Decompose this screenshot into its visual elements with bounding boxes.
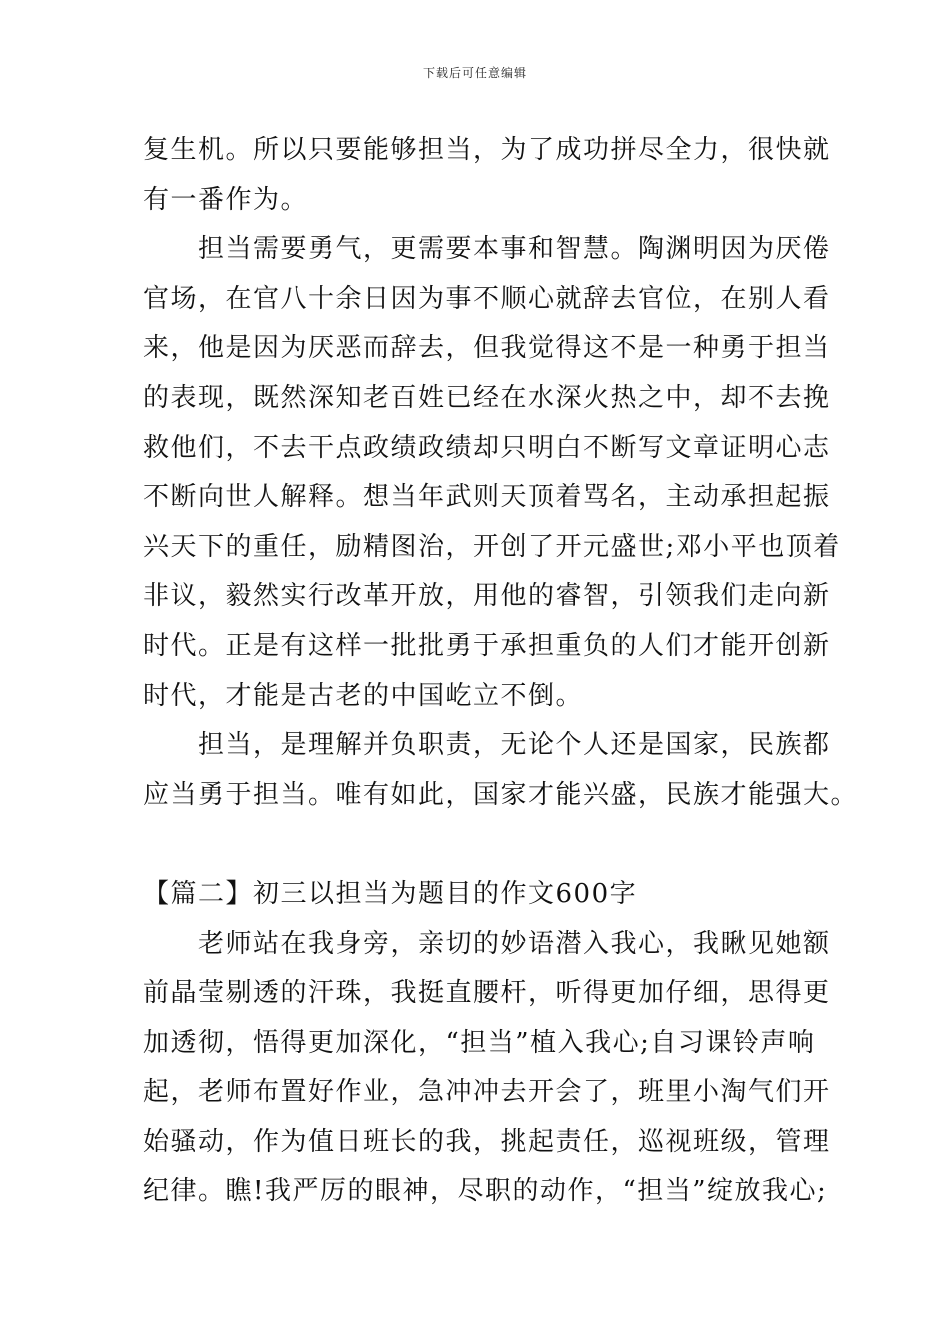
document-body (143, 126, 859, 1217)
text-line: 非议，毅然实行改革开放，用他的睿智，引领我们走向新 (143, 581, 831, 612)
text-line: 官场，在官八十余日因为事不顺心就辞去官位，在别人看 (143, 283, 831, 314)
text-line: 救他们，不去干点政绩政绩却只明白不断写文章证明心志 (143, 432, 831, 463)
text-line: 不断向世人解释。想当年武则天顶着骂名，主动承担起振 (143, 482, 831, 513)
text-line: 复生机。所以只要能够担当，为了成功拼尽全力，很快就 (143, 135, 831, 165)
text-line: 有一番作为。 (143, 184, 309, 215)
section-heading: 【篇二】初三以担当为题目的作文600字 (143, 878, 638, 909)
text-line: 来，他是因为厌恶而辞去，但我觉得这不是一种勇于担当 (143, 333, 831, 364)
paragraph-start-line: 老师站在我身旁，亲切的妙语潜入我心，我瞅见她额 (198, 928, 831, 959)
page-header: 下载后可任意编辑 (422, 66, 527, 80)
paragraph-start-line: 担当，是理解并负职责，无论个人还是国家，民族都 (198, 730, 831, 761)
text-line: 兴天下的重任，励精图治，开创了开元盛世;邓小平也顶着 (143, 531, 841, 562)
text-line: 始骚动，作为值日班长的我，挑起责任，巡视班级，管理 (143, 1126, 831, 1157)
text-line: 时代。正是有这样一批批勇于承担重负的人们才能开创新 (143, 630, 831, 661)
text-line: 纪律。瞧!我严厉的眼神，尽职的动作，“担当”绽放我心; (143, 1176, 828, 1207)
text-line: 前晶莹剔透的汗珠，我挺直腰杆，听得更加仔细，思得更 (143, 978, 831, 1009)
text-line: 起，老师布置好作业，急冲冲去开会了，班里小淘气们开 (143, 1077, 831, 1108)
paragraph-start-line: 担当需要勇气，更需要本事和智慧。陶渊明因为厌倦 (198, 234, 831, 265)
text-line: 时代，才能是古老的中国屹立不倒。 (143, 680, 584, 711)
section-spacer (143, 820, 823, 870)
text-line: 加透彻，悟得更加深化，“担当”植入我心;自习课铃声响 (143, 1027, 816, 1058)
text-line: 的表现，既然深知老百姓已经在水深火热之中，却不去挽 (143, 382, 831, 413)
text-line: 应当勇于担当。唯有如此，国家才能兴盛，民族才能强大。 (143, 779, 859, 810)
